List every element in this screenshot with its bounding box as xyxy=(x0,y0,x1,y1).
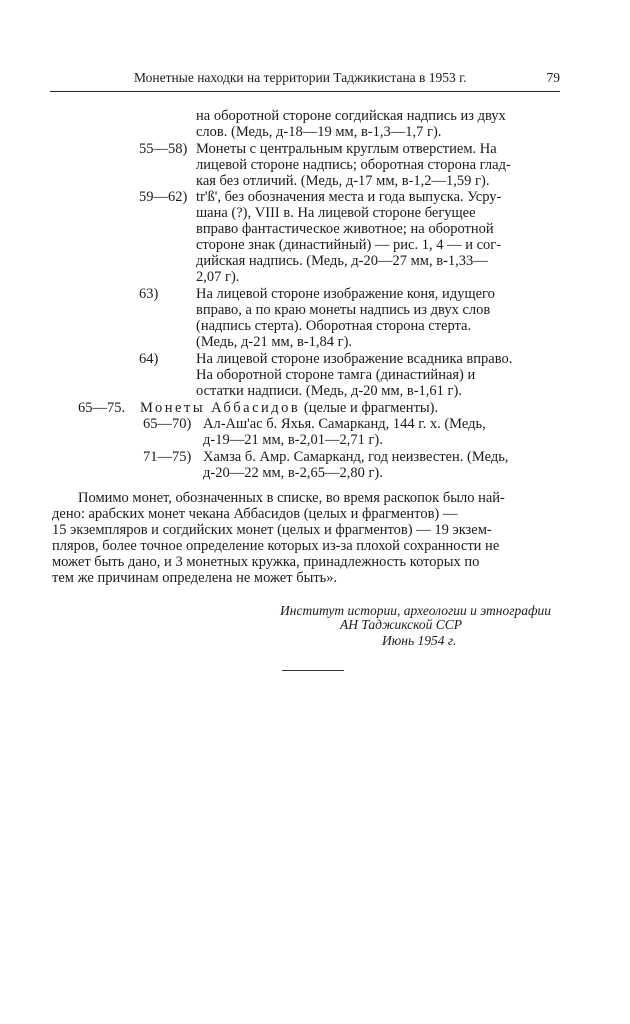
signature-date: Июнь 1954 г. xyxy=(382,633,457,648)
entry-2-line-4: дийская надпись. (Медь, д-20—27 мм, в-1,33— xyxy=(196,253,488,269)
sub-0-line-0: Ал-Аш'ас б. Яхья. Самарканд, 144 г. х. (Медь, xyxy=(203,416,486,432)
entry-2-line-1: шана (?), VIII в. На лицевой стороне бегущее xyxy=(196,205,476,221)
group-heading xyxy=(140,400,438,416)
entry-1-line-1: лицевой стороне надпись; оборотная сторона глад- xyxy=(196,157,511,173)
page-number: 79 xyxy=(546,70,560,85)
entry-1-line-2: кая без отличий. (Медь, д-17 мм, в-1,2—1,59 г). xyxy=(196,173,490,189)
signature-institute: Институт истории, археологии и этнографии xyxy=(280,603,552,618)
entry-3-line-3: (Медь, д-21 мм, в-1,84 г). xyxy=(196,334,353,350)
entry-4-line-2: остатки надписи. (Медь, д-20 мм, в-1,61 г). xyxy=(196,383,462,399)
running-title: Монетные находки на территории Таджикистана в 1953 г. xyxy=(134,70,467,85)
paragraph-line-3: пляров, более точное определение которых из-за плохой сохранности не xyxy=(52,538,500,554)
entry-2-number: 59—62) xyxy=(139,189,188,205)
entry-1-number: 55—58) xyxy=(139,141,188,157)
paragraph-line-0: Помимо монет, обозначенных в списке, во время раскопок было най- xyxy=(78,490,505,506)
group-spaced-title: Монеты Аббасидов xyxy=(140,400,301,416)
paragraph-line-4: может быть дано, и 3 монетных кружка, принадлежность которых по xyxy=(52,554,480,570)
page-header xyxy=(50,70,560,88)
sub-0-line-1: д-19—21 мм, в-2,01—2,71 г). xyxy=(203,432,383,448)
entry-0-line-1: слов. (Медь, д-18—19 мм, в-1,3—1,7 г). xyxy=(196,124,442,140)
entry-4-number: 64) xyxy=(139,351,159,367)
entry-4-line-0: На лицевой стороне изображение всадника вправо. xyxy=(196,351,513,367)
signature-academy: АН Таджикской ССР xyxy=(340,617,463,632)
entry-3-line-1: вправо, а по краю монеты надпись из двух слов xyxy=(196,302,491,318)
sub-1-line-0: Хамза б. Амр. Самарканд, год неизвестен. (Медь, xyxy=(203,449,509,465)
paragraph-line-2: 15 экземпляров и согдийских монет (целых и фрагментов) — 19 экзем- xyxy=(52,522,492,538)
entry-2-line-0: tr'ß', без обозначения места и года выпуска. Усру- xyxy=(196,189,502,205)
group-number: 65—75. xyxy=(78,400,126,416)
entry-0-line-0: на оборотной стороне согдийская надпись из двух xyxy=(196,108,506,124)
sub-0-number: 65—70) xyxy=(143,416,192,432)
header-rule xyxy=(50,91,560,92)
paragraph-line-1: дено: арабских монет чекана Аббасидов (целых и фрагментов) — xyxy=(52,506,458,522)
end-rule xyxy=(282,670,344,671)
entry-2-line-5: 2,07 г). xyxy=(196,269,240,285)
group-heading-rest: (целые и фрагменты). xyxy=(303,400,439,416)
sub-1-number: 71—75) xyxy=(143,449,192,465)
sub-1-line-1: д-20—22 мм, в-2,65—2,80 г). xyxy=(203,465,383,481)
entry-2-line-3: стороне знак (династийный) — рис. 1, 4 — и сог- xyxy=(196,237,502,253)
entry-3-number: 63) xyxy=(139,286,159,302)
paragraph-line-5: тем же причинам определена не может быть». xyxy=(52,570,338,586)
entry-4-line-1: На оборотной стороне тамга (династийная) и xyxy=(196,367,476,383)
entry-3-line-0: На лицевой стороне изображение коня, идущего xyxy=(196,286,495,302)
entry-1-line-0: Монеты с центральным круглым отверстием. На xyxy=(196,141,497,157)
entry-2-line-2: вправо фантастическое животное; на оборотной xyxy=(196,221,494,237)
entry-3-line-2: (надпись стерта). Оборотная сторона стерта. xyxy=(196,318,472,334)
